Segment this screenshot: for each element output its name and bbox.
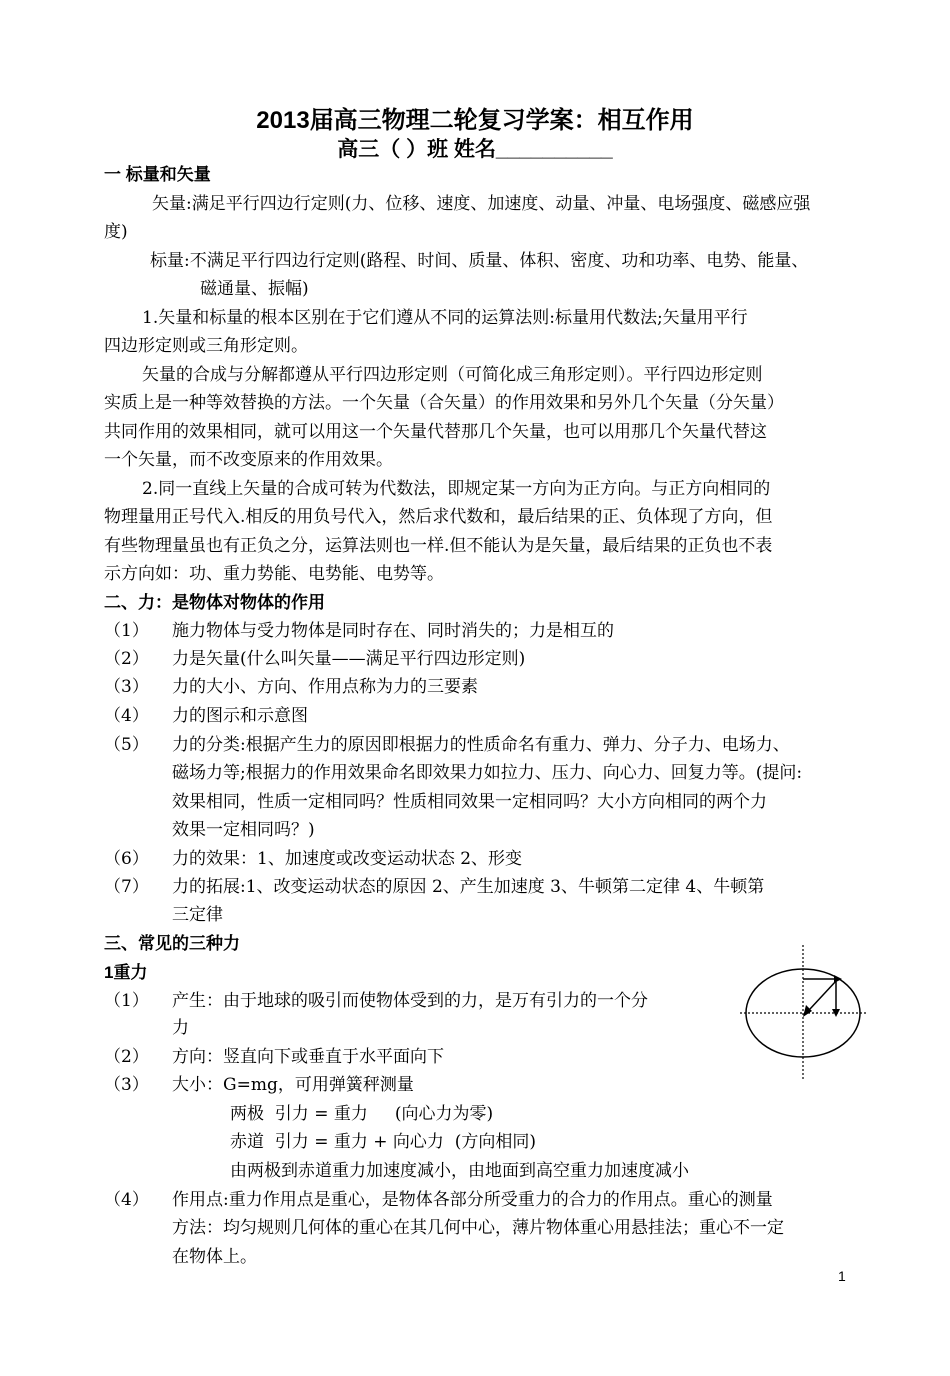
class-name-line: 高三（ ）班 姓名__________ [337,138,613,161]
section-1-heading: 一 标量和矢量 [104,165,211,184]
list-item-cont: 方法：均匀规则几何体的重心在其几何中心，薄片物体重心用悬挂法；重心不一定 [172,1218,784,1238]
vector-definition-cont: 度) [104,222,128,242]
list-number: （1） [104,621,149,641]
paragraph-1-line-2: 四边形定则或三角形定则。 [104,336,308,356]
list-item: 大小：G=mg，可用弹簧秤测量 [172,1075,414,1095]
vector-definition: 矢量:满足平行四边行定则(力、位移、速度、加速度、动量、冲量、电场强度、磁感应强 [152,194,811,214]
list-number: （6） [104,849,149,869]
list-item: 产生：由于地球的吸引而使物体受到的力，是万有引力的一个分 [172,991,648,1011]
list-number: （4） [104,1190,149,1210]
list-item-cont: 在物体上。 [172,1247,257,1267]
list-item: 施力物体与受力物体是同时存在、同时消失的；力是相互的 [172,621,614,641]
paragraph-1-line-1: 1.矢量和标量的根本区别在于它们遵从不同的运算法则:标量用代数法;矢量用平行 [142,308,748,328]
list-number: （5） [104,735,149,755]
paragraph-2-line-4: 一个矢量，而不改变原来的作用效果。 [104,450,393,470]
list-item: 方向：竖直向下或垂直于水平面向下 [172,1047,444,1067]
list-number: （1） [104,991,149,1011]
paragraph-2-line-1: 矢量的合成与分解都遵从平行四边形定则（可简化成三角形定则）。平行四边形定则 [142,365,763,385]
list-number: （3） [104,677,149,697]
list-item-cont: 三定律 [172,905,223,925]
equator-relation: 赤道 引力 = 重力 + 向心力 (方向相同) [230,1132,536,1152]
list-number: （3） [104,1075,149,1095]
section-2-heading: 二、力：是物体对物体的作用 [104,593,325,612]
list-number: （7） [104,877,149,897]
list-number: （4） [104,706,149,726]
list-item-cont: 磁场力等;根据力的作用效果命名即效果力如拉力、压力、向心力、回复力等。(提问: [172,763,803,783]
gravity-acceleration-note: 由两极到赤道重力加速度减小，由地面到高空重力加速度减小 [230,1161,689,1181]
list-item-cont: 力 [172,1018,189,1038]
paragraph-2-line-3: 共同作用的效果相同，就可以用这一个矢量代替那几个矢量，也可以用那几个矢量代替这 [104,422,767,442]
list-item: 力的效果：1、加速度或改变运动状态 2、形变 [172,849,523,869]
list-item: 力的分类:根据产生力的原因即根据力的性质命名有重力、弹力、分子力、电场力、 [172,735,790,755]
scalar-definition: 标量:不满足平行四边行定则(路程、时间、质量、体积、密度、功和功率、电势、能量、 [150,251,809,271]
paragraph-3-line-4: 示方向如：功、重力势能、电势能、电势等。 [104,564,444,584]
list-number: （2） [104,1047,149,1067]
section-3-heading: 三、常见的三种力 [104,934,240,953]
list-item: 力的拓展:1、改变运动状态的原因 2、产生加速度 3、牛顿第二定律 4、牛顿第 [172,877,765,897]
list-item: 力的大小、方向、作用点称为力的三要素 [172,677,478,697]
page-title: 2013届高三物理二轮复习学案：相互作用 [256,107,694,134]
paragraph-3-line-1: 2.同一直线上矢量的合成可转为代数法，即规定某一方向为正方向。与正方向相同的 [142,479,771,499]
list-item: 力是矢量(什么叫矢量——满足平行四边形定则) [172,649,526,669]
paragraph-3-line-2: 物理量用正号代入.相反的用负号代入，然后求代数和，最后结果的正、负体现了方向，但 [104,507,773,527]
scalar-definition-cont: 磁通量、振幅) [200,279,309,299]
page-number: 1 [838,1268,846,1284]
list-item: 作用点:重力作用点是重心，是物体各部分所受重力的合力的作用点。重心的测量 [172,1190,773,1210]
subsection-gravity-heading: 1重力 [104,963,148,982]
list-number: （2） [104,649,149,669]
earth-gravity-diagram-icon [740,945,866,1081]
paragraph-2-line-2: 实质上是一种等效替换的方法。一个矢量（合矢量）的作用效果和另外几个矢量（分矢量） [104,393,784,413]
list-item-cont: 效果一定相同吗？) [172,820,315,840]
list-item-cont: 效果相同，性质一定相同吗？性质相同效果一定相同吗？大小方向相同的两个力 [172,792,767,812]
paragraph-3-line-3: 有些物理量虽也有正负之分，运算法则也一样.但不能认为是矢量，最后结果的正负也不表 [104,536,773,556]
pole-relation: 两极 引力 = 重力 (向心力为零) [230,1104,494,1124]
list-item: 力的图示和示意图 [172,706,308,726]
